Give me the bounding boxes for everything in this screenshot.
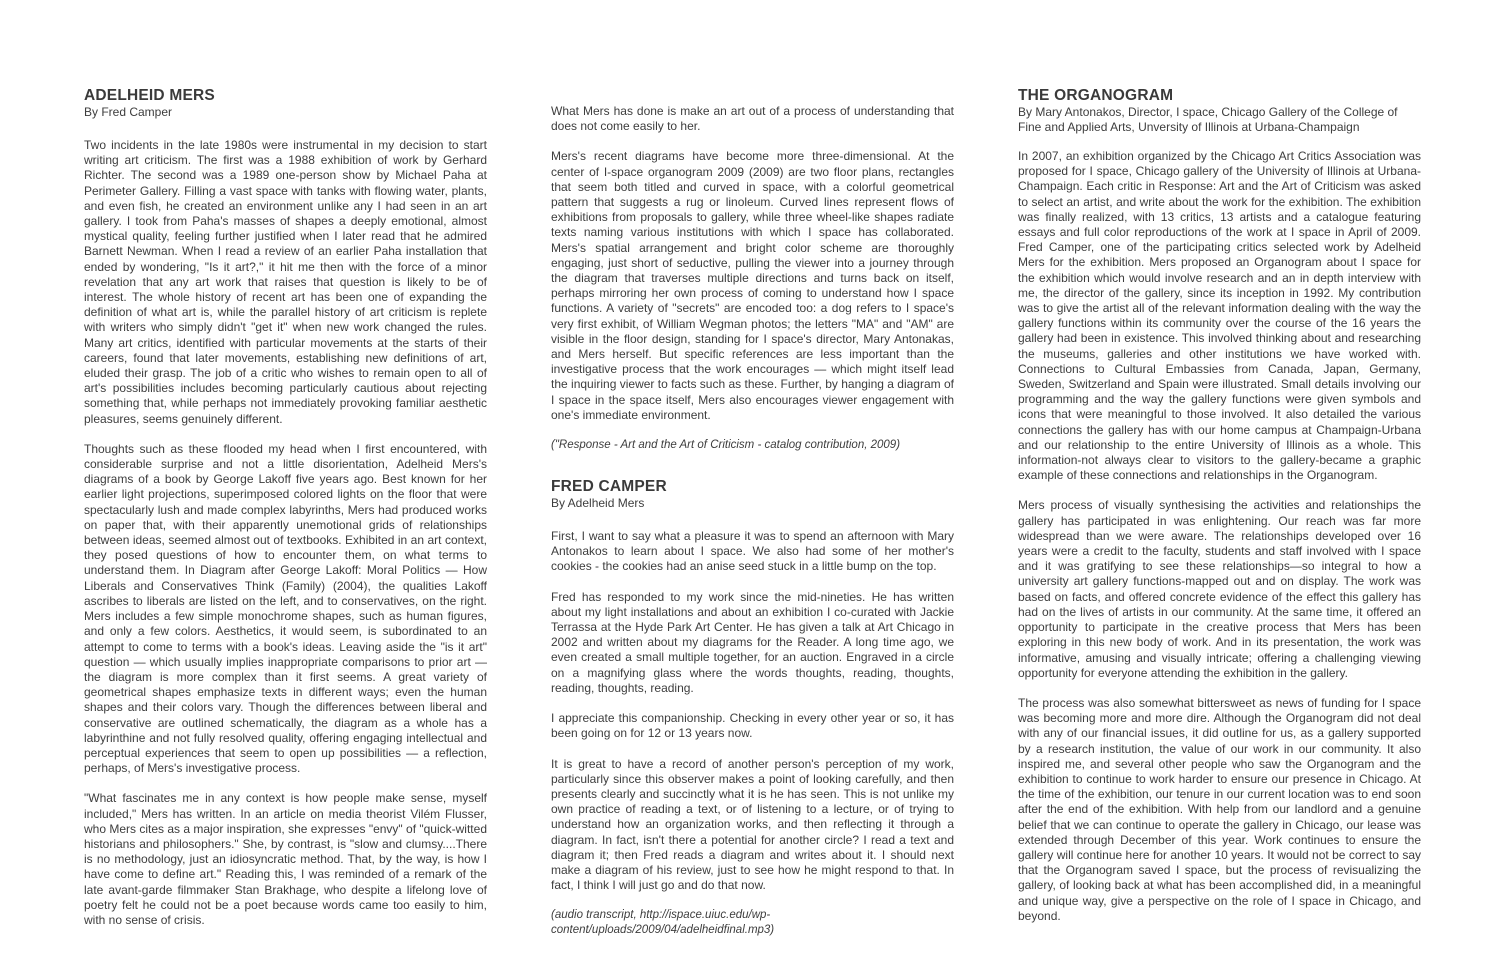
paragraph: It is great to have a record of another person's perception of my work, particularly since this observer makes a point of looking carefully, and then presents clearly and succinctly what it is he has seen. This is not unlike my own practice of reading a text, or of listening to a lecture, or of trying to understand how an organization works, and then reflecting it through a diagram. In fact, isn't there a potential for another circle? I read a text and diagram it; then Fred reads a diagram and writes about it. I should next make a diagram of his review, just to see how he might respond to that. In fact, I think I will just go and do that now. bbox=[551, 756, 954, 893]
article-title-adelheid-mers: ADELHEID MERS bbox=[84, 87, 215, 104]
column-the-organogram bbox=[1018, 86, 1421, 948]
article-byline-mary-antonakos: By Mary Antonakos, Director, I space, Chicago Gallery of the College of Fine and Applied Arts, Unversity of Illinois at Urbana-Champaign bbox=[1018, 105, 1398, 134]
paragraph: Mers process of visually synthesising the activities and relationships the gallery has participated in was enlightening. Our reach was far more widespread than we were aware. The relationships developed over 16 years were a credit to the faculty, students and staff involved with I space and it was gratifying to see these relationships—so integral to how a university art gallery functions-mapped out and on display. The work was based on facts, and offered concrete evidence of the effect this gallery has had on the lives of artists in our community. At the same time, it offered an opportunity to participate in the creative process that Mers has been exploring in this new body of work. And in its presentation, the work was informative, amusing and visually intricate; offering a challenging viewing opportunity for everyone attending the exhibition in the gallery. bbox=[1018, 498, 1421, 680]
paragraph: What Mers has done is make an art out of a process of understanding that does not come easily to her. bbox=[551, 104, 954, 134]
paragraph: Mers's recent diagrams have become more three-dimensional. At the center of I-space organogram 2009 (2009) are two floor plans, rectangles that seem both titled and curved in space, with a colorful geometrical pattern that suggests a rug or linoleum. Curved lines represent flows of exhibitions from proposals to gallery, while three wheel-like shapes radiate texts naming various institutions with which I space has collaborated. Mers's spatial arrangement and bright color scheme are thoroughly engaging, just short of seductive, pulling the viewer into a journey through the diagram that traverses multiple directions and turns back on itself, perhaps mirroring her own process of coming to understand how I space functions. A variety of "secrets" are encoded too: a dog refers to I space's very first exhibit, of William Wegman photos; the letters "MA" and "AM" are visible in the floor design, standing for I space's director, Mary Antonakas, and Mers herself. But specific references are less important than the investigative process that the work encourages — which might itself lead the inquiring viewer to facts such as these. Further, by hanging a diagram of I space in the space itself, Mers also encourages viewer engagement with one's immediate environment. bbox=[551, 149, 954, 422]
paragraph: "What fascinates me in any context is how people make sense, myself included," Mers has written. In an article on media theorist Vilém Flusser, who Mers cites as a major inspiration, she expresses "envy" of "quick-witted historians and philosophers." She, by contrast, is "slow and clumsy....There is no methodology, just an idiosyncratic method. That, by the way, is how I have come to define art." Reading this, I was reminded of a remark of the late avant-garde filmmaker Stan Brakhage, who despite a lifelong love of poetry felt he could not be a poet because words came too easily to him, with no sense of crisis. bbox=[84, 791, 487, 927]
paragraph: The process was also somewhat bittersweet as news of funding for I space was becoming more and more dire. Although the Organogram did not deal with any of our financial issues, it did outline for us, as a gallery supported by a research institution, the value of our work in our community. It also inspired me, and several other people who saw the Organogram and the exhibition to continue to work harder to ensure our presence in Chicago. At the time of the exhibition, our tenure in our current location was to end soon after the end of the exhibition. With help from our landlord and a genuine belief that we can continue to operate the gallery in Chicago, our lease was extended through December of this year. Work continues to ensure the gallery will continue here for another 10 years. It would not be correct to say that the Organogram saved I space, but the process of revisualizing the gallery, of looking back at what has been accomplished did, in a meaningful and unique way, give a perspective on the role of I space in Chicago, and beyond. bbox=[1018, 695, 1421, 923]
column-continuation-and-fred-camper bbox=[551, 86, 954, 948]
article-byline-adelheid-mers: By Adelheid Mers bbox=[551, 496, 645, 511]
column-adelheid-mers bbox=[84, 86, 487, 948]
article-title-fred-camper: FRED CAMPER bbox=[551, 478, 667, 496]
paragraph: Fred has responded to my work since the mid-nineties. He has written about my light installations and about an exhibition I co-curated with Jackie Terrassa at the Hyde Park Art Center. He has given a talk at Art Chicago in 2002 and written about my diagrams for the Reader. A long time ago, we even created a small multiple together, for an auction. Engraved in a circle on a magnifying glass where the words thoughts, reading, thoughts, reading, thoughts, reading. bbox=[551, 589, 954, 695]
article-byline-fred-camper: By Fred Camper bbox=[84, 105, 173, 119]
paragraph: Two incidents in the late 1980s were instrumental in my decision to start writing art criticism. The first was a 1988 exhibition of work by Gerhard Richter. The second was a 1989 one-person show by Michael Paha at Perimeter Gallery. Filling a vast space with tanks with flowing water, plants, and even fish, he created an environment unlike any I had seen in an art gallery. I took from Paha's masses of shapes a deeply emotional, almost mystical quality, feeling further justified when I later read that he admired Barnett Newman. When I read a review of an earlier Paha installation that ended by wondering, "Is it art?," it hit me then with the force of a minor revelation that any art work that raises that question is likely to be of interest. The whole history of recent art has been one of expanding the definition of what art is, while the parallel history of art criticism is replete with writers who simply didn't "get it" when new work changed the rules. Many art critics, identified with particular movements at the starts of their careers, found that later movements, establishing new definitions of art, eluded their grasp. The job of a critic who wishes to remain open to all of art's possibilities includes becoming particularly cautious about rejecting something that, while perhaps not immediately provoking familiar aesthetic pleasures, seems genuinely different. bbox=[84, 138, 487, 426]
paragraph: In 2007, an exhibition organized by the Chicago Art Critics Association was proposed for I space, Chicago gallery of the University of Illinois at Urbana-Champaign. Each critic in Response: Art and the Art of Criticism was asked to select an artist, and write about the work for the exhibition. The exhibition was finally realized, with 13 critics, 13 artists and a catalogue featuring essays and full color reproductions of the work at I space in April of 2009. Fred Camper, one of the participating critics selected work by Adelheid Mers for the exhibition. Mers proposed an Organogram about I space for the exhibition which would involve research and an in depth interview with me, the director of the gallery, since its inception in 1992. My contribution was to give the artist all of the relevant information dealing with the way the gallery functions within its community over the course of the 16 years the gallery had been in existence. This involved thinking about and researching the museums, galleries and other institutions we have worked with. Connections to Cultural Embassies from Canada, Japan, Germany, Sweden, Switzerland and Spain were illustrated. Small details involving our programming and the way the gallery functions were given symbols and icons that were meaningful to those involved. It also detailed the various connections the gallery has with our home campus at Champaign-Urbana and our relationship to the entire University of Illinois as a whole. This information-not always clear to visitors to the gallery-became a graphic example of these connections and relationships in the Organogram. bbox=[1018, 149, 1421, 483]
paragraph: Thoughts such as these flooded my head when I first encountered, with considerable surprise and not a little disorientation, Adelheid Mers's diagrams of a book by George Lakoff five years ago. Best known for her earlier light projections, superimposed colored lights on the floor that were spectacularly lush and made complex labyrinths, Mers had produced works on paper that, with their apparently unemotional grids of relationships between ideas, seemed almost out of textbooks. Exhibited in an art context, they posed questions of how to encounter them, on what terms to understand them. In Diagram after George Lakoff: Moral Politics — How Liberals and Conservatives Think (Family) (2004), the qualities Lakoff ascribes to liberals are listed on the left, and to conservatives, on the right. Mers includes a few simple monochrome shapes, such as human figures, and only a few colors. Aesthetics, it would seem, is subordinated to an attempt to come to terms with a book's ideas. Leaving aside the "is it art" question — which usually implies inappropriate comparisons to prior art — the diagram is more complex than it first seems. A great variety of geometrical shapes emphasize texts in different ways; even the human shapes and their colors vary. Though the differences between liberal and conservative are outlined schematically, the diagram as a whole has a labyrinthine and not fully resolved quality, offering engaging intellectual and perceptual experiences that seem to open up possibilities — a reflection, perhaps, of Mers's investigative process. bbox=[84, 441, 487, 776]
paragraph: I appreciate this companionship. Checking in every other year or so, it has been going on for 12 or 13 years now. bbox=[551, 711, 954, 741]
audio-transcript-note: (audio transcript, http://ispace.uiuc.edu/wp-content/uploads/2009/04/adelheidfinal.mp3) bbox=[551, 909, 775, 937]
paragraph: First, I want to say what a pleasure it was to spend an afternoon with Mary Antonakos to learn about I space. We also had some of her mother's cookies - the cookies had an anise seed stuck in a little bump on the top. bbox=[551, 529, 954, 574]
article-title-the-organogram: THE ORGANOGRAM bbox=[1018, 87, 1174, 104]
citation-note: ("Response - Art and the Art of Criticism - catalog contribution, 2009) bbox=[551, 439, 901, 452]
